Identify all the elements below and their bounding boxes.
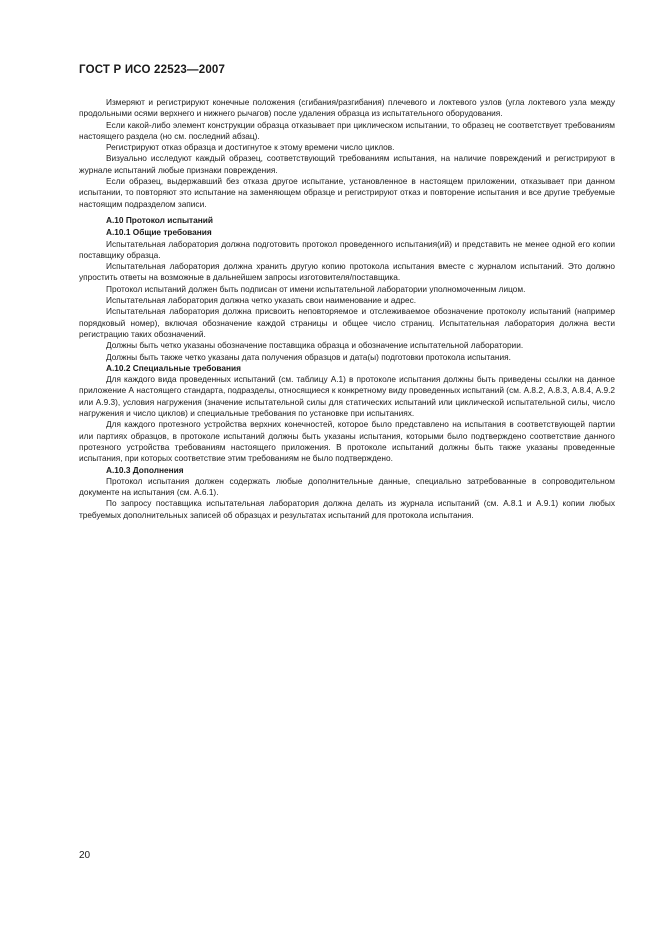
body-paragraph: Регистрируют отказ образца и достигнутое к этому времени число циклов.	[106, 142, 395, 153]
body-paragraph: Должны быть также четко указаны дата получения образцов и дата(ы) подготовки протокола испытания.	[106, 351, 511, 362]
body-paragraph: Для каждого протезного устройства верхних конечностей, которое было представлено на испытания в соответствующей партии или партиях образцов, в протоколе испытаний должны быть указаны испытания, которыми было подтверждено соответствие данного протезного устройства требованиям настоящего приложения. В протоколе испытаний должны быть также указаны проведенные испытания, при которых соответствие этим требованиям не было подтверждено.	[79, 419, 615, 464]
document-body	[79, 97, 615, 521]
subsection-heading-a10-3: А.10.3 Дополнения	[106, 464, 184, 475]
body-paragraph: Испытательная лаборатория должна присвоить неповторяемое и отслеживаемое обозначение протоколу испытаний (например порядковый номер), включая обозначение каждой страницы и общее число страниц. Испытательная лаборатория должна вести регистрацию таких обозначений.	[79, 306, 615, 339]
section-heading-a10: А.10 Протокол испытаний	[106, 214, 213, 225]
body-paragraph: Визуально исследуют каждый образец, соответствующий требованиям испытания, на наличие повреждений и регистрируют в журнале испытаний любые признаки повреждения.	[79, 153, 615, 175]
body-paragraph: Испытательная лаборатория должна четко указать свои наименование и адрес.	[106, 295, 417, 306]
body-paragraph: По запросу поставщика испытательная лаборатория должна делать из журнала испытаний (см. А.8.1 и А.9.1) копии любых требуемых дополнительных записей об образцах и результатах испытаний для протокола испытания.	[79, 498, 615, 520]
body-paragraph: Испытательная лаборатория должна хранить другую копию протокола испытания вместе с журналом испытаний. Это должно упростить ответы на возможные в дальнейшем запросы изготовителя/поставщика.	[79, 261, 615, 283]
body-paragraph: Измеряют и регистрируют конечные положения (сгибания/разгибания) плечевого и локтевого узлов (угла локтевого узла между продольными осями верхнего и нижнего рычагов) после удаления образца из испытательного оборудования.	[79, 97, 615, 119]
body-paragraph: Испытательная лаборатория должна подготовить протокол проведенного испытания(ий) и представить не менее одной его копии поставщику образца.	[79, 238, 615, 260]
body-paragraph: Если какой-либо элемент конструкции образца отказывает при циклическом испытании, то образец не соответствует требованиям настоящего раздела (но см. последний абзац).	[79, 119, 615, 141]
document-header: ГОСТ Р ИСО 22523—2007	[79, 64, 226, 76]
body-paragraph: Если образец, выдержавший без отказа другое испытание, установленное в настоящем приложении, отказывает при данном испытании, то повторяют это испытание на заменяющем образце и регистрируют отказ и повторение испытания и все другие требуемые настоящим подразделом записи.	[79, 176, 615, 209]
body-paragraph: Протокол испытаний должен быть подписан от имени испытательной лаборатории уполномоченным лицом.	[106, 283, 526, 294]
body-paragraph: Протокол испытания должен содержать любые дополнительные данные, специально затребованные в сопроводительном документе на испытания (см. А.6.1).	[79, 475, 615, 498]
subsection-heading-a10-2: А.10.2 Специальные требования	[106, 362, 241, 373]
page-number: 20	[79, 850, 91, 861]
subsection-heading-a10-1: А.10.1 Общие требования	[106, 227, 212, 238]
body-paragraph: Для каждого вида проведенных испытаний (см. таблицу А.1) в протоколе испытания должны быть приведены ссылки на данное приложение А настоящего стандарта, подразделы, относящиеся к конкретному виду проведенных испытаний (см. А.8.2, А.8.3, А.8.4, А.9.2 или А.9.3), условия нагружения (значение испытательной силы для статических испытаний или циклической испытательной силы, число нагружения и число циклов) и специальные требования по установке при испытаниях.	[79, 374, 615, 419]
body-paragraph: Должны быть четко указаны обозначение поставщика образца и обозначение испытательной лаборатории.	[106, 340, 524, 351]
